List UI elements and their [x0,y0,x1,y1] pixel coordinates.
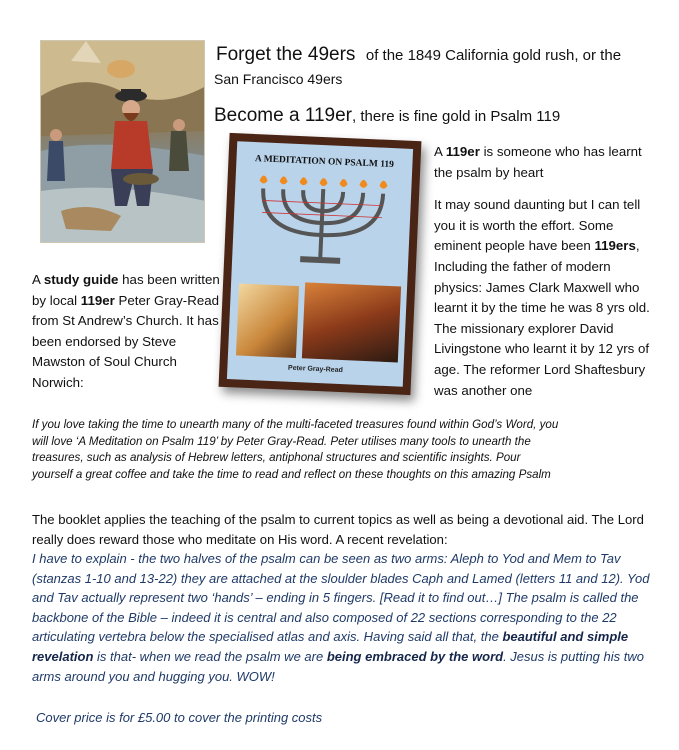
booklet-author: Peter Gray-Read [287,364,343,375]
booklet-horseman-image [302,282,401,362]
bold-embraced: being embraced by the word [326,648,504,664]
headline-forget-49ers [216,44,621,66]
body-paragraph: The booklet applies the teaching of the psalm to current topics as well as being a devotional aid. The Lord really does reward those who meditate on His word. A recent revelation: [32,512,644,547]
bold-study-guide: study guide [43,272,119,287]
gold-rush-illustration [40,40,205,243]
headline-become-big: Become a 119er [214,105,353,126]
bold-119er-author: 119er [80,292,115,308]
text-span: has been written by local [32,272,220,308]
headline-sf-49ers: San Francisco 49ers [214,71,343,87]
headline-big: Forget the 49ers [216,44,356,65]
bold-119er: 119er [445,144,480,159]
bold-revelation: beautiful and simple revelation [32,629,629,664]
text-span: , Including the father of modern physics: James Clark Maxwell who learnt it by the time he was 8 yrs old. The missionary explorer David Livingstone who learnt it by 12 yrs of age. The reformer Lord Shaftesbury was another one [434,238,650,398]
paragraph-119er-definition [434,142,658,183]
booklet-title: A MEDITATION ON PSALM 119 [254,154,395,171]
headline-become-small: , there is fine gold in Psalm 119 [352,108,561,125]
endorsement-quote: If you love taking the time to unearth many of the multi-faceted treasures found within God’s Word, you will love ‘A Meditation on Psalm 119’ by Peter Gray-Read. Peter utilises many tools to unearth the treasures, such as analysis of Hebrew letters, antiphonal structures and scientific insights. Pour yourself a great coffee and take the time to read and reflect on these thoughts on this amazing Psalm [32,418,559,481]
headline-small: of the 1849 California gold rush, or the [365,47,622,64]
paragraph-eminent-119ers [434,195,658,401]
text-span: A [434,144,446,159]
paragraph-study-guide [32,270,222,394]
cover-price: Cover price is for £5.00 to cover the printing costs [36,710,323,725]
text-span: . Jesus is putting his two arms around you and hugging you. WOW! [32,648,644,684]
menorah-icon [242,170,402,277]
text-span: A [32,272,44,287]
right-column-text [434,142,658,407]
bold-119ers: 119ers [594,238,636,254]
booklet-hands-image [236,283,299,358]
revelation-paragraph [32,549,652,686]
text-span: It may sound daunting but I can tell you it is worth the effort. Some eminent people have been [434,197,641,254]
left-column-text [32,270,222,400]
text-span: is someone who has learnt the psalm by heart [434,144,642,180]
booklet-cover-image [219,133,422,395]
text-span: Peter Gray-Read from St Andrew’s Church. It has been endorsed by Steve Mawston of Soul Church Norwich: [32,292,220,390]
headline-become-119er [214,105,560,127]
text-span: is that- when we read the psalm we are [93,648,327,664]
text-span: I have to explain - the two halves of the psalm can be seen as two arms: Aleph to Yod and Mem to Tav (stanzas 1-10 and 13-22) they are attached at the sloulder blades Caph and Lamed (letters 11 and 12). Yod and Tav actually represent two ‘hands’ – ending in 5 fingers. [Read it to find out…] The psalm is called the backbone of the Bible – indeed it is central and also composed of 22 sections corresponding to the 22 articulating vertebra below the specialised atlas and axis. Having said all that, the [32,551,650,645]
